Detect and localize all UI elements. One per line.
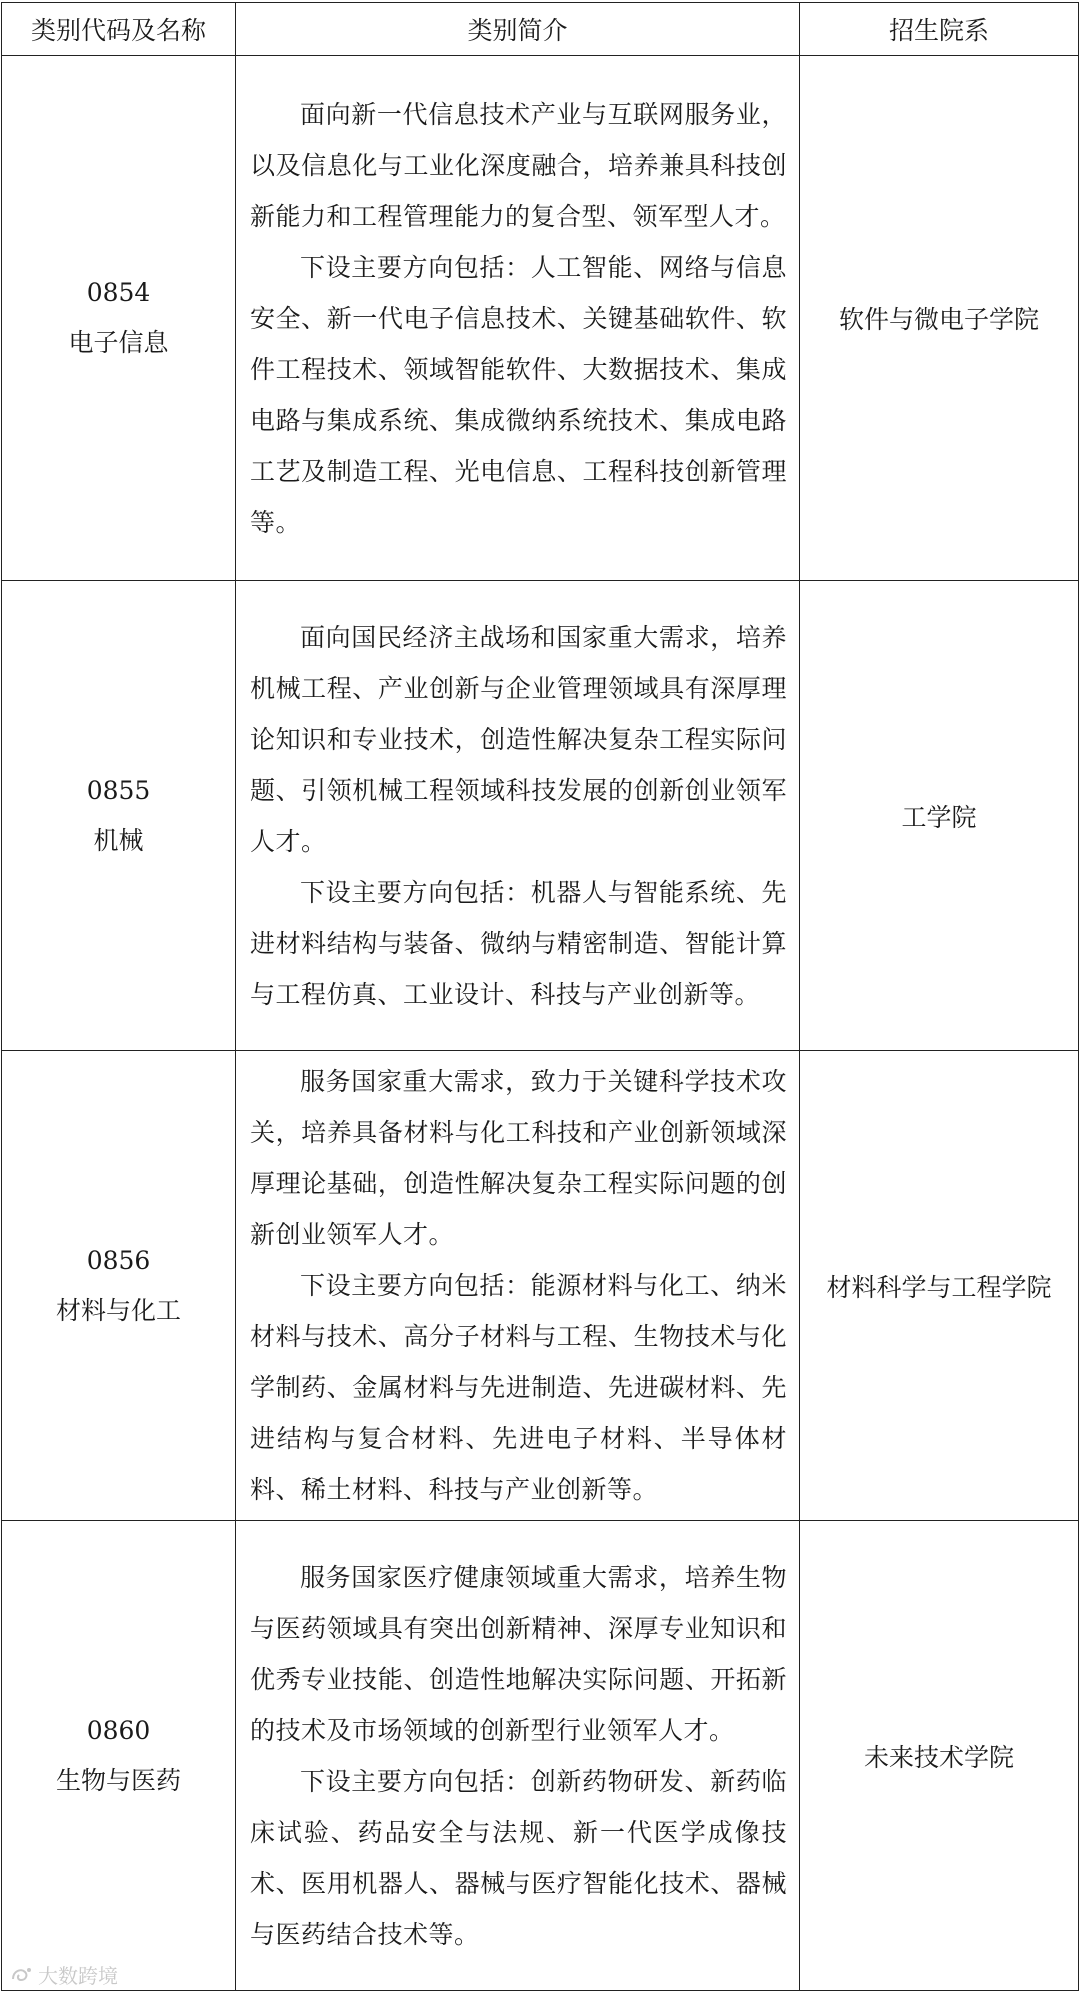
- table-row: [2, 56, 1079, 581]
- watermark: [10, 1960, 118, 1989]
- description-paragraph: 服务国家医疗健康领域重大需求，培养生物与医药领域具有突出创新精神、深厚专业知识和优秀专业技能、创造性地解决实际问题、开拓新的技术及市场领域的创新型行业领军人才。: [250, 1562, 787, 1745]
- department-cell: 材料科学与工程学院: [800, 1051, 1079, 1521]
- table-row: [2, 1521, 1079, 1991]
- header-description: 类别简介: [236, 3, 800, 56]
- table-row: [2, 1051, 1079, 1521]
- table-row: [2, 581, 1079, 1051]
- watermark-logo-icon: [10, 1965, 34, 1985]
- description-cell: [236, 581, 800, 1051]
- category-code: 0855: [86, 775, 151, 805]
- department-cell: 软件与微电子学院: [800, 56, 1079, 581]
- description-paragraph: 下设主要方向包括：机器人与智能系统、先进材料结构与装备、微纳与精密制造、智能计算与工程仿真、工业设计、科技与产业创新等。: [250, 877, 787, 1009]
- description-paragraph: 下设主要方向包括：人工智能、网络与信息安全、新一代电子信息技术、关键基础软件、软件工程技术、领域智能软件、大数据技术、集成电路与集成系统、集成微纳系统技术、集成电路工艺及制造工程、光电信息、工程科技创新管理等。: [250, 252, 787, 537]
- category-name: 机械: [93, 825, 144, 855]
- description-paragraph: 面向新一代信息技术产业与互联网服务业，以及信息化与工业化深度融合，培养兼具科技创新能力和工程管理能力的复合型、领军型人才。: [250, 99, 787, 231]
- description-paragraph: 服务国家重大需求，致力于关键科学技术攻关，培养具备材料与化工科技和产业创新领域深厚理论基础，创造性解决复杂工程实际问题的创新创业领军人才。: [250, 1067, 787, 1249]
- program-table: [1, 2, 1079, 1991]
- category-code: 0860: [86, 1715, 151, 1745]
- category-cell: [2, 1051, 236, 1521]
- department-cell: 未来技术学院: [800, 1521, 1079, 1991]
- category-name: 材料与化工: [55, 1295, 181, 1325]
- category-name: 电子信息: [68, 328, 169, 357]
- category-code: 0856: [86, 1245, 151, 1275]
- description-paragraph: 下设主要方向包括：能源材料与化工、纳米材料与技术、高分子材料与工程、生物技术与化学制药、金属材料与先进制造、先进碳材料、先进结构与复合材料、先进电子材料、半导体材料、稀土材料、科技与产业创新等。: [250, 1271, 787, 1504]
- category-name: 生物与医药: [55, 1765, 181, 1795]
- category-cell: [2, 56, 236, 581]
- category-cell: [2, 581, 236, 1051]
- header-row: [2, 3, 1079, 56]
- description-cell: [236, 1051, 800, 1521]
- category-code: 0854: [86, 278, 151, 307]
- watermark-text: 大数跨境: [38, 1964, 118, 1988]
- department-cell: 工学院: [800, 581, 1079, 1051]
- description-paragraph: 面向国民经济主战场和国家重大需求，培养机械工程、产业创新与企业管理领域具有深厚理论知识和专业技术，创造性解决复杂工程实际问题、引领机械工程领域科技发展的创新创业领军人才。: [250, 622, 787, 856]
- category-cell: [2, 1521, 236, 1991]
- header-code-name: 类别代码及名称: [2, 3, 236, 56]
- description-cell: [236, 56, 800, 581]
- header-department: 招生院系: [800, 3, 1079, 56]
- description-paragraph: 下设主要方向包括：创新药物研发、新药临床试验、药品安全与法规、新一代医学成像技术、医用机器人、器械与医疗智能化技术、器械与医药结合技术等。: [250, 1766, 787, 1949]
- description-cell: [236, 1521, 800, 1991]
